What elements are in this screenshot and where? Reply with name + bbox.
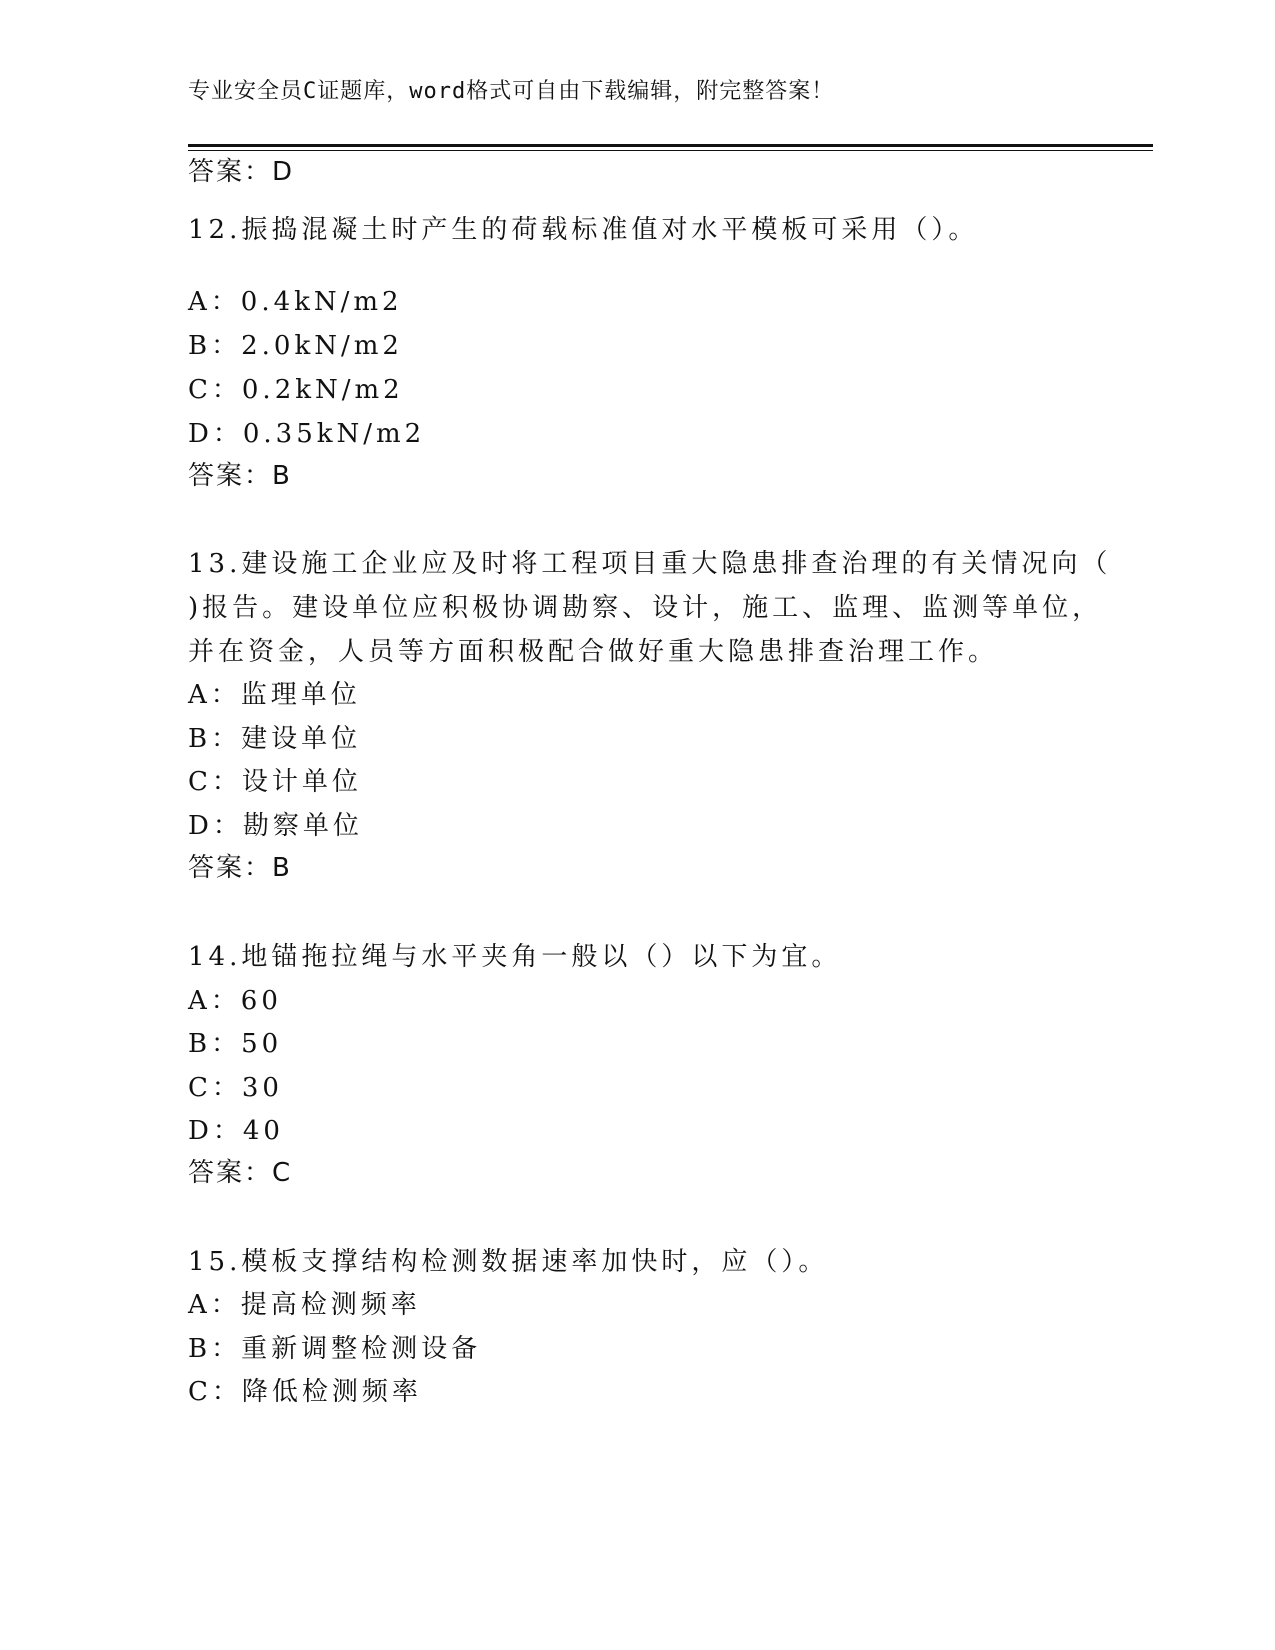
question-stem: 15.模板支撑结构检测数据速率加快时，应（）。 bbox=[188, 1247, 829, 1277]
option-d: D：40 bbox=[188, 1116, 284, 1146]
header-rule-thick bbox=[188, 144, 1153, 147]
answer-label: 答案：B bbox=[188, 461, 292, 491]
option-b: B：重新调整检测设备 bbox=[188, 1334, 482, 1364]
option-d: D：0.35kN/m2 bbox=[188, 419, 426, 449]
option-c: C：降低检测频率 bbox=[188, 1377, 422, 1407]
header-rule-thin bbox=[188, 150, 1153, 151]
question-stem: )报告。建设单位应积极协调勘察、设计，施工、监理、监测等单位， bbox=[188, 593, 1103, 623]
question-stem: 并在资金，人员等方面积极配合做好重大隐患排查治理工作。 bbox=[188, 637, 999, 667]
option-a: A：提高检测频率 bbox=[188, 1290, 421, 1320]
question-stem: 14.地锚拖拉绳与水平夹角一般以（）以下为宜。 bbox=[188, 942, 842, 972]
option-c: C：0.2kN/m2 bbox=[188, 375, 404, 405]
answer-label: 答案：C bbox=[188, 1158, 293, 1188]
page-header: 专业安全员C证题库，word格式可自由下载编辑，附完整答案！ bbox=[188, 79, 835, 104]
option-a: A：0.4kN/m2 bbox=[188, 287, 403, 317]
option-a: A：60 bbox=[188, 986, 282, 1016]
option-b: B：50 bbox=[188, 1029, 283, 1059]
option-b: B：2.0kN/m2 bbox=[188, 331, 403, 361]
option-a: A：监理单位 bbox=[188, 680, 361, 710]
answer-label: 答案：D bbox=[188, 157, 295, 187]
answer-label: 答案：B bbox=[188, 853, 292, 883]
question-stem: 13.建设施工企业应及时将工程项目重大隐患排查治理的有关情况向（ bbox=[188, 549, 1112, 579]
option-d: D：勘察单位 bbox=[188, 811, 363, 841]
option-c: C：30 bbox=[188, 1073, 283, 1103]
question-stem: 12.振捣混凝土时产生的荷载标准值对水平模板可采用（）。 bbox=[188, 215, 979, 245]
option-b: B：建设单位 bbox=[188, 724, 362, 754]
option-c: C：设计单位 bbox=[188, 767, 362, 797]
